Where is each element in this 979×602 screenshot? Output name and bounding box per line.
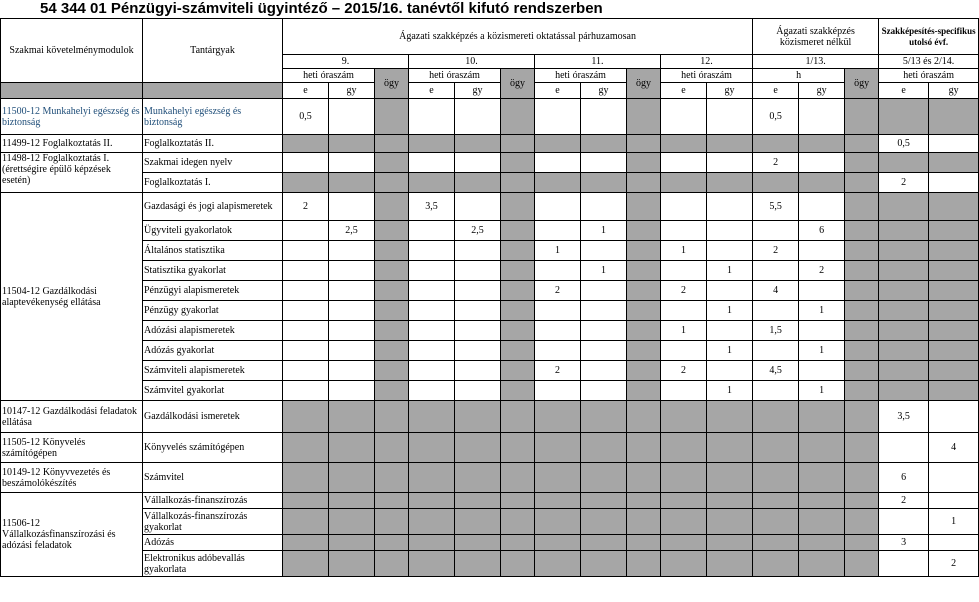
- value-cell: 1: [535, 241, 581, 261]
- value-cell: 4,5: [753, 361, 799, 381]
- weekly-hours-9: heti óraszám: [283, 69, 375, 83]
- value-cell: 2: [799, 261, 845, 281]
- value-cell: 2: [879, 173, 929, 193]
- value-cell: 2: [879, 493, 929, 509]
- value-cell: 6: [879, 463, 929, 493]
- value-cell: 4: [753, 281, 799, 301]
- subject-cell: Könyvelés számítógépen: [143, 433, 283, 463]
- subject-cell: Pénzügyi alapismeretek: [143, 281, 283, 301]
- subject-cell: Munkahelyi egészség és biztonság: [143, 99, 283, 135]
- subject-cell: Gazdálkodási ismeretek: [143, 401, 283, 433]
- value-cell: 2: [661, 281, 707, 301]
- subject-cell: Adózási alapismeretek: [143, 321, 283, 341]
- col-e: e: [283, 83, 329, 99]
- value-cell: 1: [707, 341, 753, 361]
- value-cell: 2: [661, 361, 707, 381]
- subject-cell: Adózás: [143, 535, 283, 551]
- weekly-hours-12: heti óraszám: [661, 69, 753, 83]
- subject-cell: Foglalkoztatás II.: [143, 135, 283, 153]
- header-public-training: Ágazati szakképzés a közismereti oktatással párhuzamosan: [283, 19, 753, 55]
- value-cell: 4: [929, 433, 979, 463]
- value-cell: 3,5: [879, 401, 929, 433]
- document-title: 54 344 01 Pénzügyi-számviteli ügyintéző – 2015/16. tanévtől kifutó rendszerben: [40, 0, 603, 17]
- weekly-hours-last: heti óraszám: [879, 69, 979, 83]
- module-cell: 10149-12 Könyvvezetés és beszámolókészítés: [1, 463, 143, 493]
- module-cell: 11498-12 Foglalkoztatás I. (érettségire épülő képzések esetén): [1, 153, 143, 193]
- value-cell: 1: [707, 261, 753, 281]
- value-cell: 1: [707, 301, 753, 321]
- value-cell: 1: [581, 221, 627, 241]
- value-cell: 1: [581, 261, 627, 281]
- ogy-113: ögy: [845, 69, 879, 99]
- module-cell: 11506-12 Vállalkozásfinanszírozási és adózási feladatok: [1, 493, 143, 577]
- weekly-hours-10: heti óraszám: [409, 69, 501, 83]
- curriculum-table: [0, 18, 979, 577]
- header-specific: Szakképesítés-specifikus utolsó évf.: [879, 19, 979, 55]
- col-e: e: [409, 83, 455, 99]
- value-cell: 2: [535, 281, 581, 301]
- value-cell: 3,5: [409, 193, 455, 221]
- subject-cell: Pénzügy gyakorlat: [143, 301, 283, 321]
- col-e: e: [879, 83, 929, 99]
- col-e: e: [753, 83, 799, 99]
- subject-cell: Ügyviteli gyakorlatok: [143, 221, 283, 241]
- subject-cell: Vállalkozás-finanszírozás: [143, 493, 283, 509]
- col-gy: gy: [329, 83, 375, 99]
- subject-cell: Számvitel: [143, 463, 283, 493]
- value-cell: 2: [753, 153, 799, 173]
- subject-cell: Elektronikus adóbevallás gyakorlata: [143, 551, 283, 577]
- value-cell: 1: [799, 301, 845, 321]
- value-cell: 0,5: [753, 99, 799, 135]
- col-gy: gy: [929, 83, 979, 99]
- header-subjects: Tantárgyak: [143, 19, 283, 83]
- module-cell: 11505-12 Könyvelés számítógépen: [1, 433, 143, 463]
- subjects-spacer: [143, 83, 283, 99]
- module-cell: 11504-12 Gazdálkodási alaptevékenység ellátása: [1, 193, 143, 401]
- col-gy: gy: [799, 83, 845, 99]
- value-cell: 1: [799, 341, 845, 361]
- module-cell: 11499-12 Foglalkoztatás II.: [1, 135, 143, 153]
- col-gy: gy: [707, 83, 753, 99]
- weekly-hours-11: heti óraszám: [535, 69, 627, 83]
- col-e: e: [535, 83, 581, 99]
- modules-spacer: [1, 83, 143, 99]
- ogy-9: ögy: [375, 69, 409, 99]
- year-10: 10.: [409, 55, 535, 69]
- year-11: 11.: [535, 55, 661, 69]
- header-no-public: Ágazati szakképzés közismeret nélkül: [753, 19, 879, 55]
- value-cell: 1: [661, 321, 707, 341]
- ogy-11: ögy: [627, 69, 661, 99]
- value-cell: 2,5: [455, 221, 501, 241]
- year-5-13: 5/13 és 2/14.: [879, 55, 979, 69]
- value-cell: 1: [929, 509, 979, 535]
- value-cell: 0,5: [879, 135, 929, 153]
- year-1-13: 1/13.: [753, 55, 879, 69]
- subject-cell: Szakmai idegen nyelv: [143, 153, 283, 173]
- ogy-10: ögy: [501, 69, 535, 99]
- module-cell: 11500-12 Munkahelyi egészség és biztonság: [1, 99, 143, 135]
- value-cell: 1: [661, 241, 707, 261]
- subject-cell: Általános statisztika: [143, 241, 283, 261]
- value-cell: 2: [535, 361, 581, 381]
- year-9: 9.: [283, 55, 409, 69]
- subject-cell: Számviteli alapismeretek: [143, 361, 283, 381]
- subject-cell: Adózás gyakorlat: [143, 341, 283, 361]
- value-cell: 3: [879, 535, 929, 551]
- subject-cell: Gazdasági és jogi alapismeretek: [143, 193, 283, 221]
- value-cell: 2: [929, 551, 979, 577]
- value-cell: 2: [283, 193, 329, 221]
- subject-cell: Foglalkoztatás I.: [143, 173, 283, 193]
- year-12: 12.: [661, 55, 753, 69]
- value-cell: 2: [753, 241, 799, 261]
- module-cell: 10147-12 Gazdálkodási feladatok ellátása: [1, 401, 143, 433]
- col-e: e: [661, 83, 707, 99]
- value-cell: 5,5: [753, 193, 799, 221]
- value-cell: 1: [707, 381, 753, 401]
- weekly-hours-113: h: [753, 69, 845, 83]
- header-modules: Szakmai követelménymodulok: [1, 19, 143, 83]
- value-cell: 2,5: [329, 221, 375, 241]
- value-cell: 0,5: [283, 99, 329, 135]
- col-gy: gy: [581, 83, 627, 99]
- value-cell: 1,5: [753, 321, 799, 341]
- value-cell: 6: [799, 221, 845, 241]
- subject-cell: Vállalkozás-finanszírozás gyakorlat: [143, 509, 283, 535]
- col-gy: gy: [455, 83, 501, 99]
- subject-cell: Számvitel gyakorlat: [143, 381, 283, 401]
- value-cell: 1: [799, 381, 845, 401]
- subject-cell: Statisztika gyakorlat: [143, 261, 283, 281]
